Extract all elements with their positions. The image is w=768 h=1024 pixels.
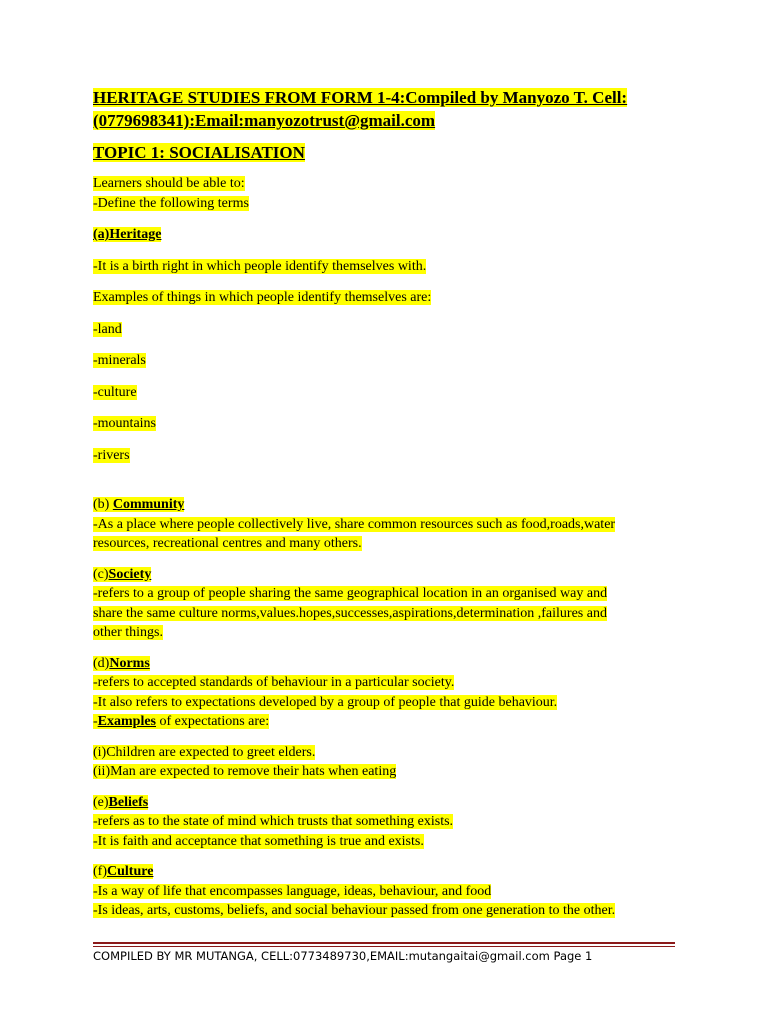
- list-item: -culture: [93, 384, 137, 400]
- footer-divider: [93, 942, 675, 944]
- title-line-2: (0779698341):Email:manyozotrust@gmail.com: [93, 111, 436, 130]
- list-item: -minerals: [93, 353, 146, 368]
- topic-heading: TOPIC 1: SOCIALISATION: [93, 143, 305, 162]
- footer-divider-thin: [93, 946, 675, 947]
- title-line-1: HERITAGE STUDIES FROM FORM 1-4:Compiled by Manyozo T. Cell:: [93, 88, 628, 107]
- heritage-definition: -It is a birth right in which people identify themselves with.: [93, 258, 427, 274]
- community-section: (b) Community -As a place where people collectively live, share common resources such as food,roads,water resources, recreational centres and many others.: [93, 497, 616, 551]
- heritage-heading: (a)Heritage: [93, 227, 162, 242]
- document-title: [93, 86, 683, 132]
- list-item: -rivers: [93, 447, 130, 463]
- society-section: (c)Society -refers to a group of people sharing the same geographical location in an organised way and share the same culture norms,values.hopes,successes,aspirations,determination ,failures and other things.: [93, 566, 608, 640]
- heritage-examples-intro: Examples of things in which people identify themselves are:: [93, 290, 432, 305]
- document-page: [93, 86, 683, 921]
- intro-text: Learners should be able to: -Define the following terms: [93, 176, 249, 211]
- norms-section: (d)Norms -refers to accepted standards of behaviour in a particular society. -It also refers to expectations developed by a group of people that guide behaviour. -Examples of expectations are:: [93, 655, 558, 729]
- page-footer: COMPILED BY MR MUTANGA, CELL:0773489730,EMAIL:mutangaitai@gmail.com Page 1: [93, 949, 593, 963]
- norms-examples: (i)Children are expected to greet elders. (ii)Man are expected to remove their hats when eating: [93, 744, 397, 779]
- list-item: -mountains: [93, 416, 156, 431]
- beliefs-section: (e)Beliefs -refers as to the state of mind which trusts that something exists. -It is faith and acceptance that something is true and exists.: [93, 794, 454, 849]
- culture-section: (f)Culture -Is a way of life that encompasses language, ideas, behaviour, and food -Is ideas, arts, customs, beliefs, and social behaviour passed from one generation to the other.: [93, 864, 616, 918]
- list-item: -land: [93, 321, 122, 337]
